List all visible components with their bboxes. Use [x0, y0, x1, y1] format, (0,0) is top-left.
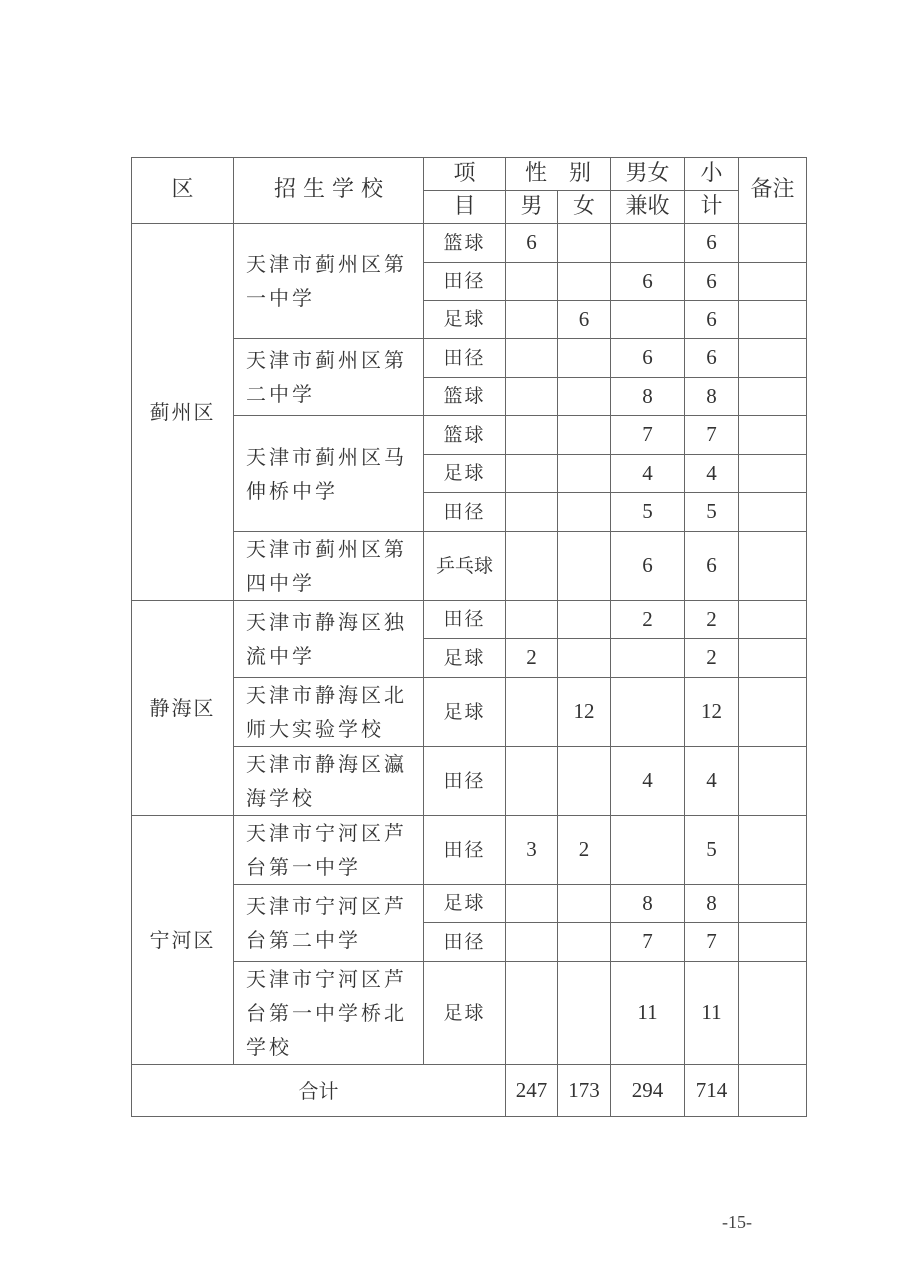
total-note: [739, 1065, 807, 1117]
coed-cell: 7: [611, 923, 685, 962]
female-cell: [558, 923, 611, 962]
female-cell: [558, 639, 611, 678]
female-cell: 6: [558, 301, 611, 339]
table-row: [132, 885, 807, 923]
male-cell: [506, 378, 558, 416]
male-cell: [506, 493, 558, 532]
coed-cell: 8: [611, 378, 685, 416]
male-cell: 3: [506, 816, 558, 885]
total-coed: 294: [611, 1065, 685, 1117]
subtotal-cell: 6: [685, 339, 739, 378]
subtotal-cell: 11: [685, 962, 739, 1065]
coed-cell: 6: [611, 532, 685, 601]
coed-cell: 4: [611, 455, 685, 493]
subtotal-cell: 6: [685, 224, 739, 263]
table-row: [132, 747, 807, 816]
subtotal-cell: 8: [685, 885, 739, 923]
header-subtotal-top: 小: [685, 158, 739, 191]
table-row: [132, 962, 807, 1065]
sport-cell: 足球: [424, 639, 506, 678]
male-cell: 2: [506, 639, 558, 678]
sport-cell: 田径: [424, 493, 506, 532]
subtotal-cell: 4: [685, 455, 739, 493]
female-cell: [558, 263, 611, 301]
male-cell: [506, 339, 558, 378]
female-cell: [558, 532, 611, 601]
sport-cell: 篮球: [424, 224, 506, 263]
male-cell: [506, 923, 558, 962]
total-label: 合计: [132, 1065, 506, 1117]
subtotal-cell: 5: [685, 816, 739, 885]
male-cell: [506, 678, 558, 747]
note-cell: [739, 493, 807, 532]
subtotal-cell: 6: [685, 301, 739, 339]
header-sport-bottom: 目: [424, 191, 506, 224]
male-cell: [506, 532, 558, 601]
female-cell: [558, 885, 611, 923]
header-district: 区: [132, 158, 234, 224]
coed-cell: 5: [611, 493, 685, 532]
sport-cell: 足球: [424, 301, 506, 339]
school-cell: 天津市蓟州区第二中学: [234, 339, 424, 416]
header-gender: 性 别: [506, 158, 611, 191]
note-cell: [739, 455, 807, 493]
female-cell: 2: [558, 816, 611, 885]
male-cell: [506, 455, 558, 493]
subtotal-cell: 12: [685, 678, 739, 747]
total-row: [132, 1065, 807, 1117]
subtotal-cell: 5: [685, 493, 739, 532]
subtotal-cell: 6: [685, 532, 739, 601]
header-school: 招 生 学 校: [234, 158, 424, 224]
note-cell: [739, 601, 807, 639]
sport-cell: 田径: [424, 747, 506, 816]
coed-cell: 8: [611, 885, 685, 923]
subtotal-cell: 7: [685, 416, 739, 455]
coed-cell: 6: [611, 263, 685, 301]
male-cell: [506, 747, 558, 816]
school-cell: 天津市蓟州区第四中学: [234, 532, 424, 601]
sport-cell: 篮球: [424, 416, 506, 455]
note-cell: [739, 416, 807, 455]
note-cell: [739, 678, 807, 747]
female-cell: [558, 339, 611, 378]
total-male: 247: [506, 1065, 558, 1117]
total-subtotal: 714: [685, 1065, 739, 1117]
school-cell: 天津市静海区独流中学: [234, 601, 424, 678]
enrollment-table: [131, 157, 807, 1117]
subtotal-cell: 2: [685, 639, 739, 678]
note-cell: [739, 224, 807, 263]
note-cell: [739, 962, 807, 1065]
coed-cell: 4: [611, 747, 685, 816]
school-cell: 天津市宁河区芦台第二中学: [234, 885, 424, 962]
table-row: [132, 601, 807, 639]
sport-cell: 篮球: [424, 378, 506, 416]
sport-cell: 田径: [424, 601, 506, 639]
header-subtotal-bottom: 计: [685, 191, 739, 224]
school-cell: 天津市静海区瀛海学校: [234, 747, 424, 816]
school-cell: 天津市宁河区芦台第一中学: [234, 816, 424, 885]
note-cell: [739, 532, 807, 601]
male-cell: [506, 416, 558, 455]
note-cell: [739, 816, 807, 885]
school-cell: 天津市蓟州区第一中学: [234, 224, 424, 339]
table-row: [132, 678, 807, 747]
female-cell: [558, 747, 611, 816]
note-cell: [739, 378, 807, 416]
female-cell: [558, 224, 611, 263]
header-coed-top: 男女: [611, 158, 685, 191]
subtotal-cell: 8: [685, 378, 739, 416]
table-row: [132, 224, 807, 263]
coed-cell: [611, 639, 685, 678]
coed-cell: 6: [611, 339, 685, 378]
school-cell: 天津市蓟州区马伸桥中学: [234, 416, 424, 532]
subtotal-cell: 6: [685, 263, 739, 301]
female-cell: [558, 962, 611, 1065]
header-note: 备注: [739, 158, 807, 224]
female-cell: [558, 493, 611, 532]
subtotal-cell: 4: [685, 747, 739, 816]
female-cell: [558, 378, 611, 416]
school-cell: 天津市静海区北师大实验学校: [234, 678, 424, 747]
district-cell: 静海区: [132, 601, 234, 816]
table-row: [132, 339, 807, 378]
header-male: 男: [506, 191, 558, 224]
note-cell: [739, 639, 807, 678]
header-sport-top: 项: [424, 158, 506, 191]
note-cell: [739, 301, 807, 339]
male-cell: [506, 301, 558, 339]
male-cell: 6: [506, 224, 558, 263]
coed-cell: 2: [611, 601, 685, 639]
note-cell: [739, 885, 807, 923]
male-cell: [506, 962, 558, 1065]
total-female: 173: [558, 1065, 611, 1117]
sport-cell: 田径: [424, 339, 506, 378]
male-cell: [506, 263, 558, 301]
coed-cell: [611, 224, 685, 263]
note-cell: [739, 923, 807, 962]
coed-cell: [611, 301, 685, 339]
table-row: [132, 532, 807, 601]
district-cell: 宁河区: [132, 816, 234, 1065]
page-number: -15-: [722, 1212, 752, 1232]
sport-cell: 田径: [424, 816, 506, 885]
male-cell: [506, 601, 558, 639]
female-cell: [558, 601, 611, 639]
coed-cell: [611, 816, 685, 885]
sport-cell: 足球: [424, 678, 506, 747]
coed-cell: 7: [611, 416, 685, 455]
sport-cell: 田径: [424, 923, 506, 962]
header-female: 女: [558, 191, 611, 224]
subtotal-cell: 7: [685, 923, 739, 962]
note-cell: [739, 339, 807, 378]
note-cell: [739, 747, 807, 816]
female-cell: [558, 416, 611, 455]
coed-cell: [611, 678, 685, 747]
sport-cell: 田径: [424, 263, 506, 301]
table-row: [132, 416, 807, 455]
subtotal-cell: 2: [685, 601, 739, 639]
coed-cell: 11: [611, 962, 685, 1065]
male-cell: [506, 885, 558, 923]
sport-cell: 足球: [424, 455, 506, 493]
district-cell: 蓟州区: [132, 224, 234, 601]
female-cell: [558, 455, 611, 493]
sport-cell: 足球: [424, 885, 506, 923]
sport-cell: 足球: [424, 962, 506, 1065]
sport-cell: 乒乓球: [424, 532, 506, 601]
table-row: [132, 816, 807, 885]
female-cell: 12: [558, 678, 611, 747]
note-cell: [739, 263, 807, 301]
school-cell: 天津市宁河区芦台第一中学桥北学校: [234, 962, 424, 1065]
header-coed-bottom: 兼收: [611, 191, 685, 224]
